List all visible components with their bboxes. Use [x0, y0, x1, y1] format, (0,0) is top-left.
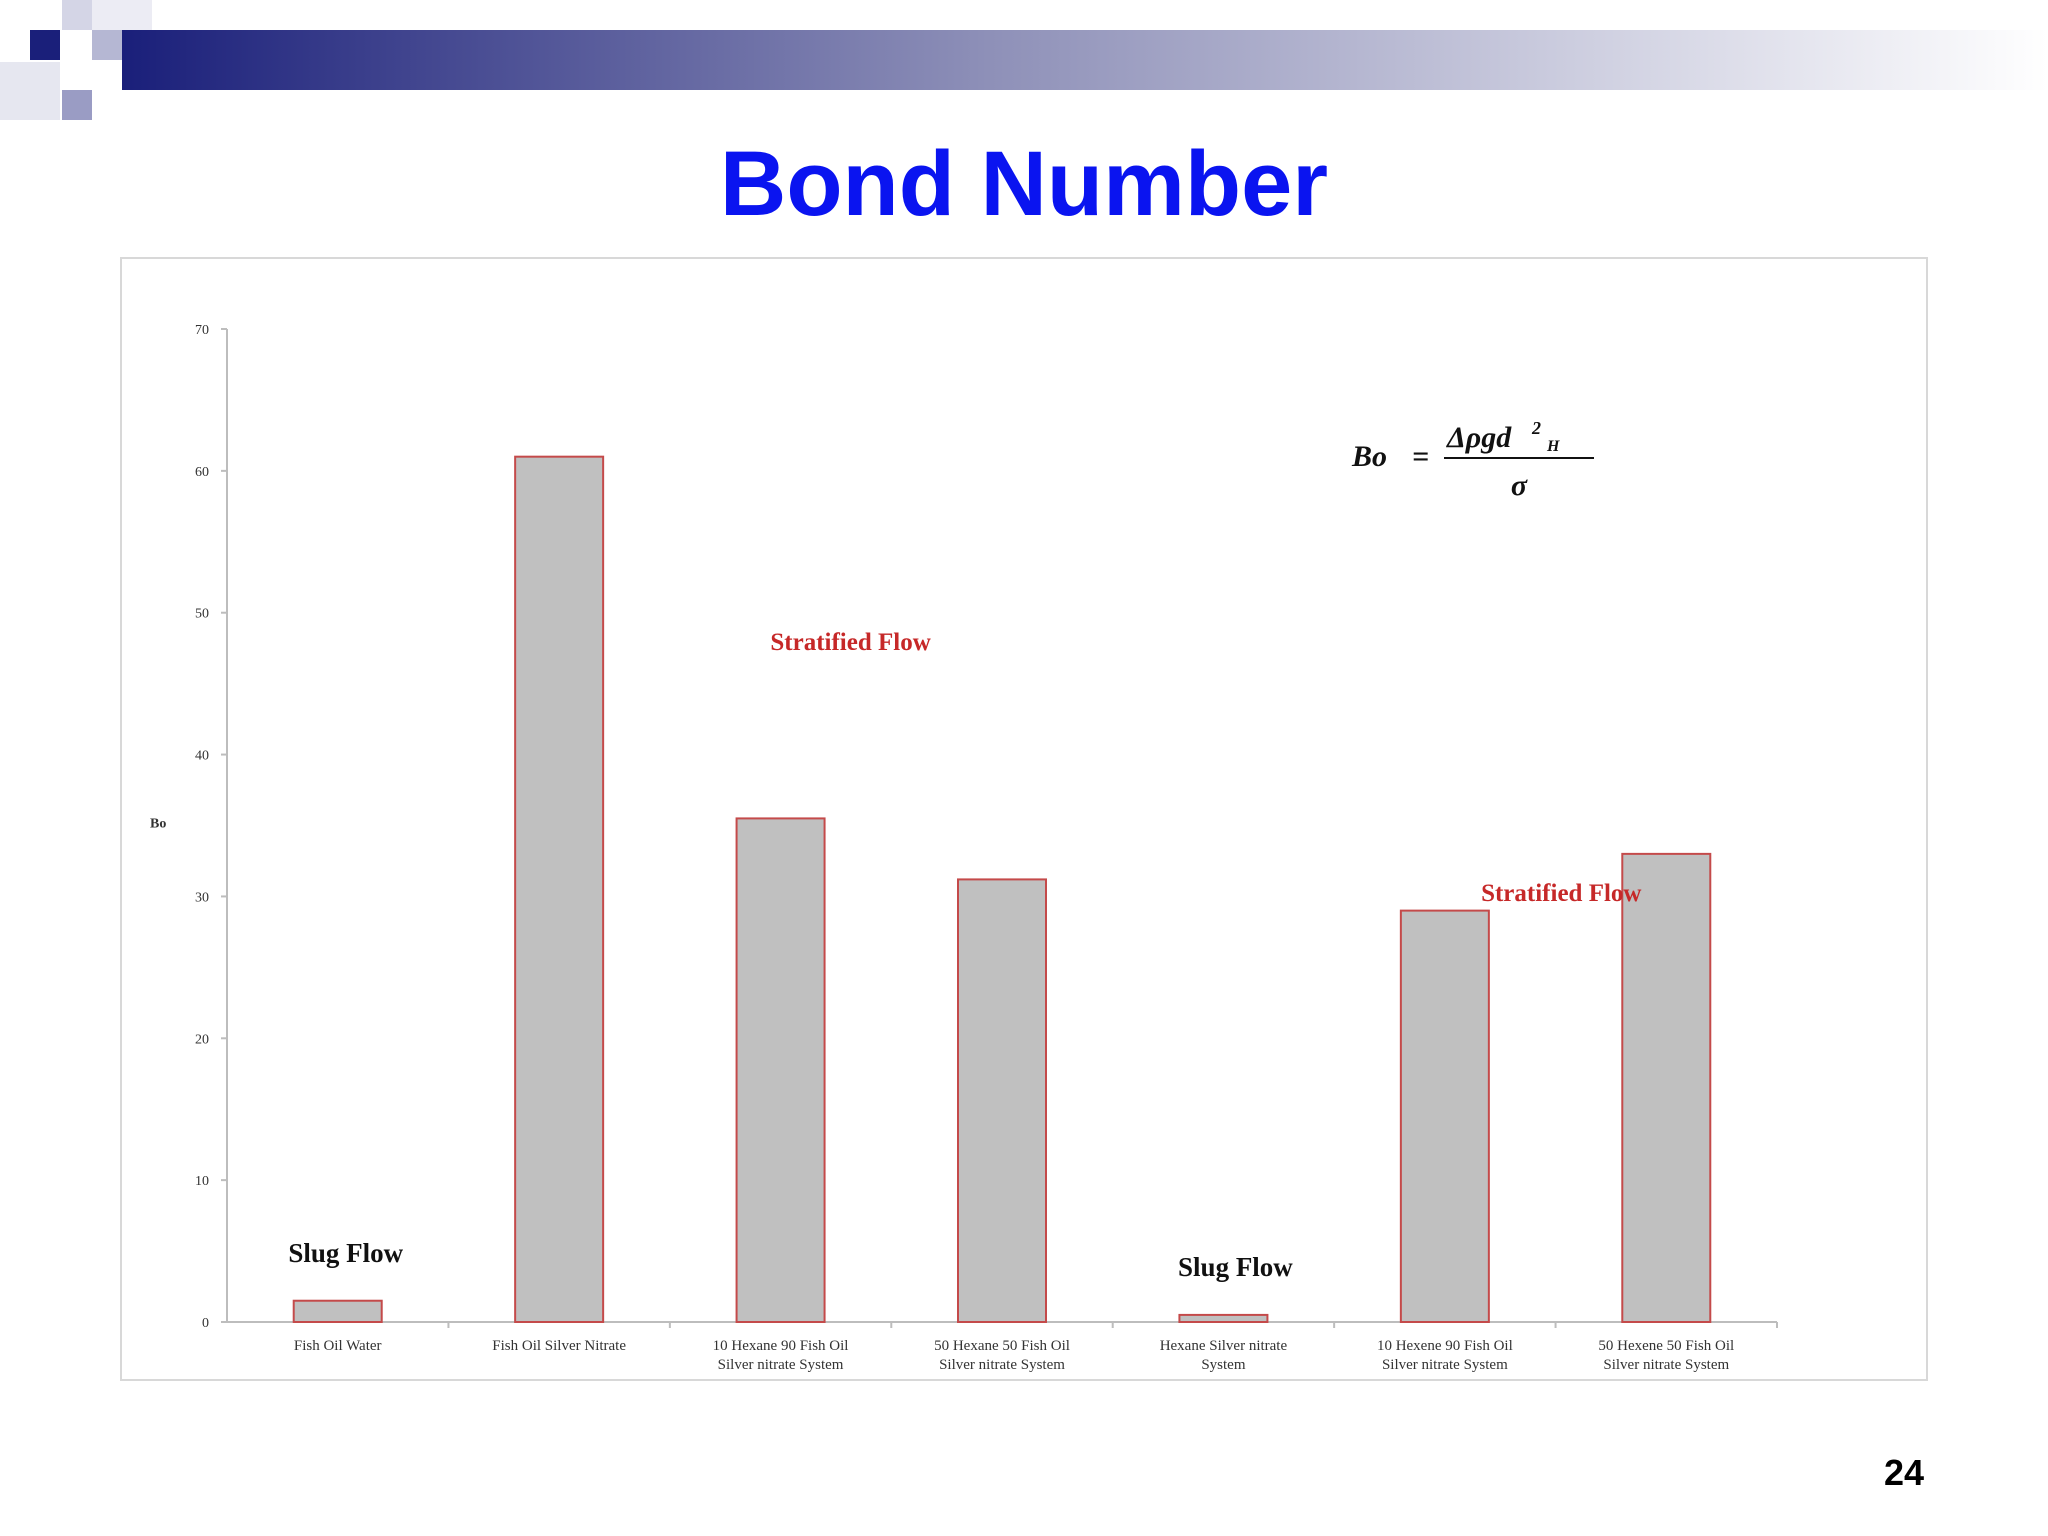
flow-regime-annotation: Stratified Flow: [770, 629, 931, 656]
header-banner: [0, 0, 2048, 130]
x-tick-label: 50 Hexene 50 Fish Oil: [1598, 1338, 1735, 1354]
flow-regime-annotation: Slug Flow: [288, 1238, 404, 1268]
x-tick-label: 50 Hexane 50 Fish Oil: [934, 1338, 1070, 1354]
bar: [294, 1301, 382, 1322]
x-tick-label: Hexane Silver nitrate: [1159, 1338, 1288, 1354]
flow-regime-annotation: Slug Flow: [1178, 1252, 1293, 1282]
y-tick-label: 70: [195, 323, 209, 338]
bar: [737, 818, 825, 1322]
y-tick-label: 60: [195, 464, 209, 480]
y-tick-label: 50: [195, 606, 209, 622]
y-tick-label: 20: [195, 1032, 209, 1048]
x-tick-label: 10 Hexene 90 Fish Oil: [1376, 1338, 1513, 1354]
y-tick-label: 30: [195, 890, 209, 906]
bar: [1622, 854, 1710, 1322]
banner-square-mid: [92, 30, 122, 60]
x-tick-label: Fish Oil Silver Nitrate: [492, 1338, 627, 1354]
banner-square-lav: [62, 90, 92, 120]
banner-square-faint: [92, 0, 152, 30]
y-tick-label: 0: [202, 1316, 209, 1331]
y-axis-label: Bo: [150, 816, 167, 832]
formula-numerator: Δρgd: [1447, 421, 1512, 454]
bond-number-bar-chart: [122, 259, 1928, 1381]
flow-regime-annotation: Stratified Flow: [1481, 880, 1642, 907]
formula-exponent: 2: [1532, 418, 1541, 438]
bar: [1401, 911, 1489, 1322]
x-tick-label: Fish Oil Water: [293, 1338, 382, 1354]
x-tick-label: System: [1201, 1357, 1246, 1373]
banner-square-dark: [30, 30, 60, 60]
x-tick-label: Silver nitrate System: [1603, 1357, 1730, 1373]
formula-lhs: Bo: [1352, 440, 1388, 473]
chart-category-labels: [294, 1338, 1734, 1373]
banner-square-pale: [0, 62, 60, 120]
x-tick-label: 10 Hexane 90 Fish Oil: [712, 1338, 849, 1354]
formula-subscript: H: [1547, 438, 1560, 455]
bar: [515, 457, 603, 1322]
slide-title: Bond Number: [719, 133, 1329, 235]
y-tick-label: 40: [195, 748, 209, 764]
formula-denominator: σ: [1510, 469, 1528, 502]
bar: [1179, 1315, 1267, 1322]
x-tick-label: Silver nitrate System: [717, 1357, 844, 1373]
page-number: 24: [1883, 1452, 1924, 1493]
banner-square-light: [62, 0, 92, 30]
bar: [958, 879, 1046, 1322]
x-tick-label: Silver nitrate System: [1381, 1357, 1508, 1373]
y-tick-label: 10: [195, 1174, 209, 1190]
chart-frame: [120, 257, 1928, 1381]
banner-gradient-bar: [122, 30, 2048, 90]
bond-number-formula: [1351, 418, 1594, 502]
formula-equals: =: [1412, 440, 1430, 473]
x-tick-label: Silver nitrate System: [939, 1357, 1065, 1373]
